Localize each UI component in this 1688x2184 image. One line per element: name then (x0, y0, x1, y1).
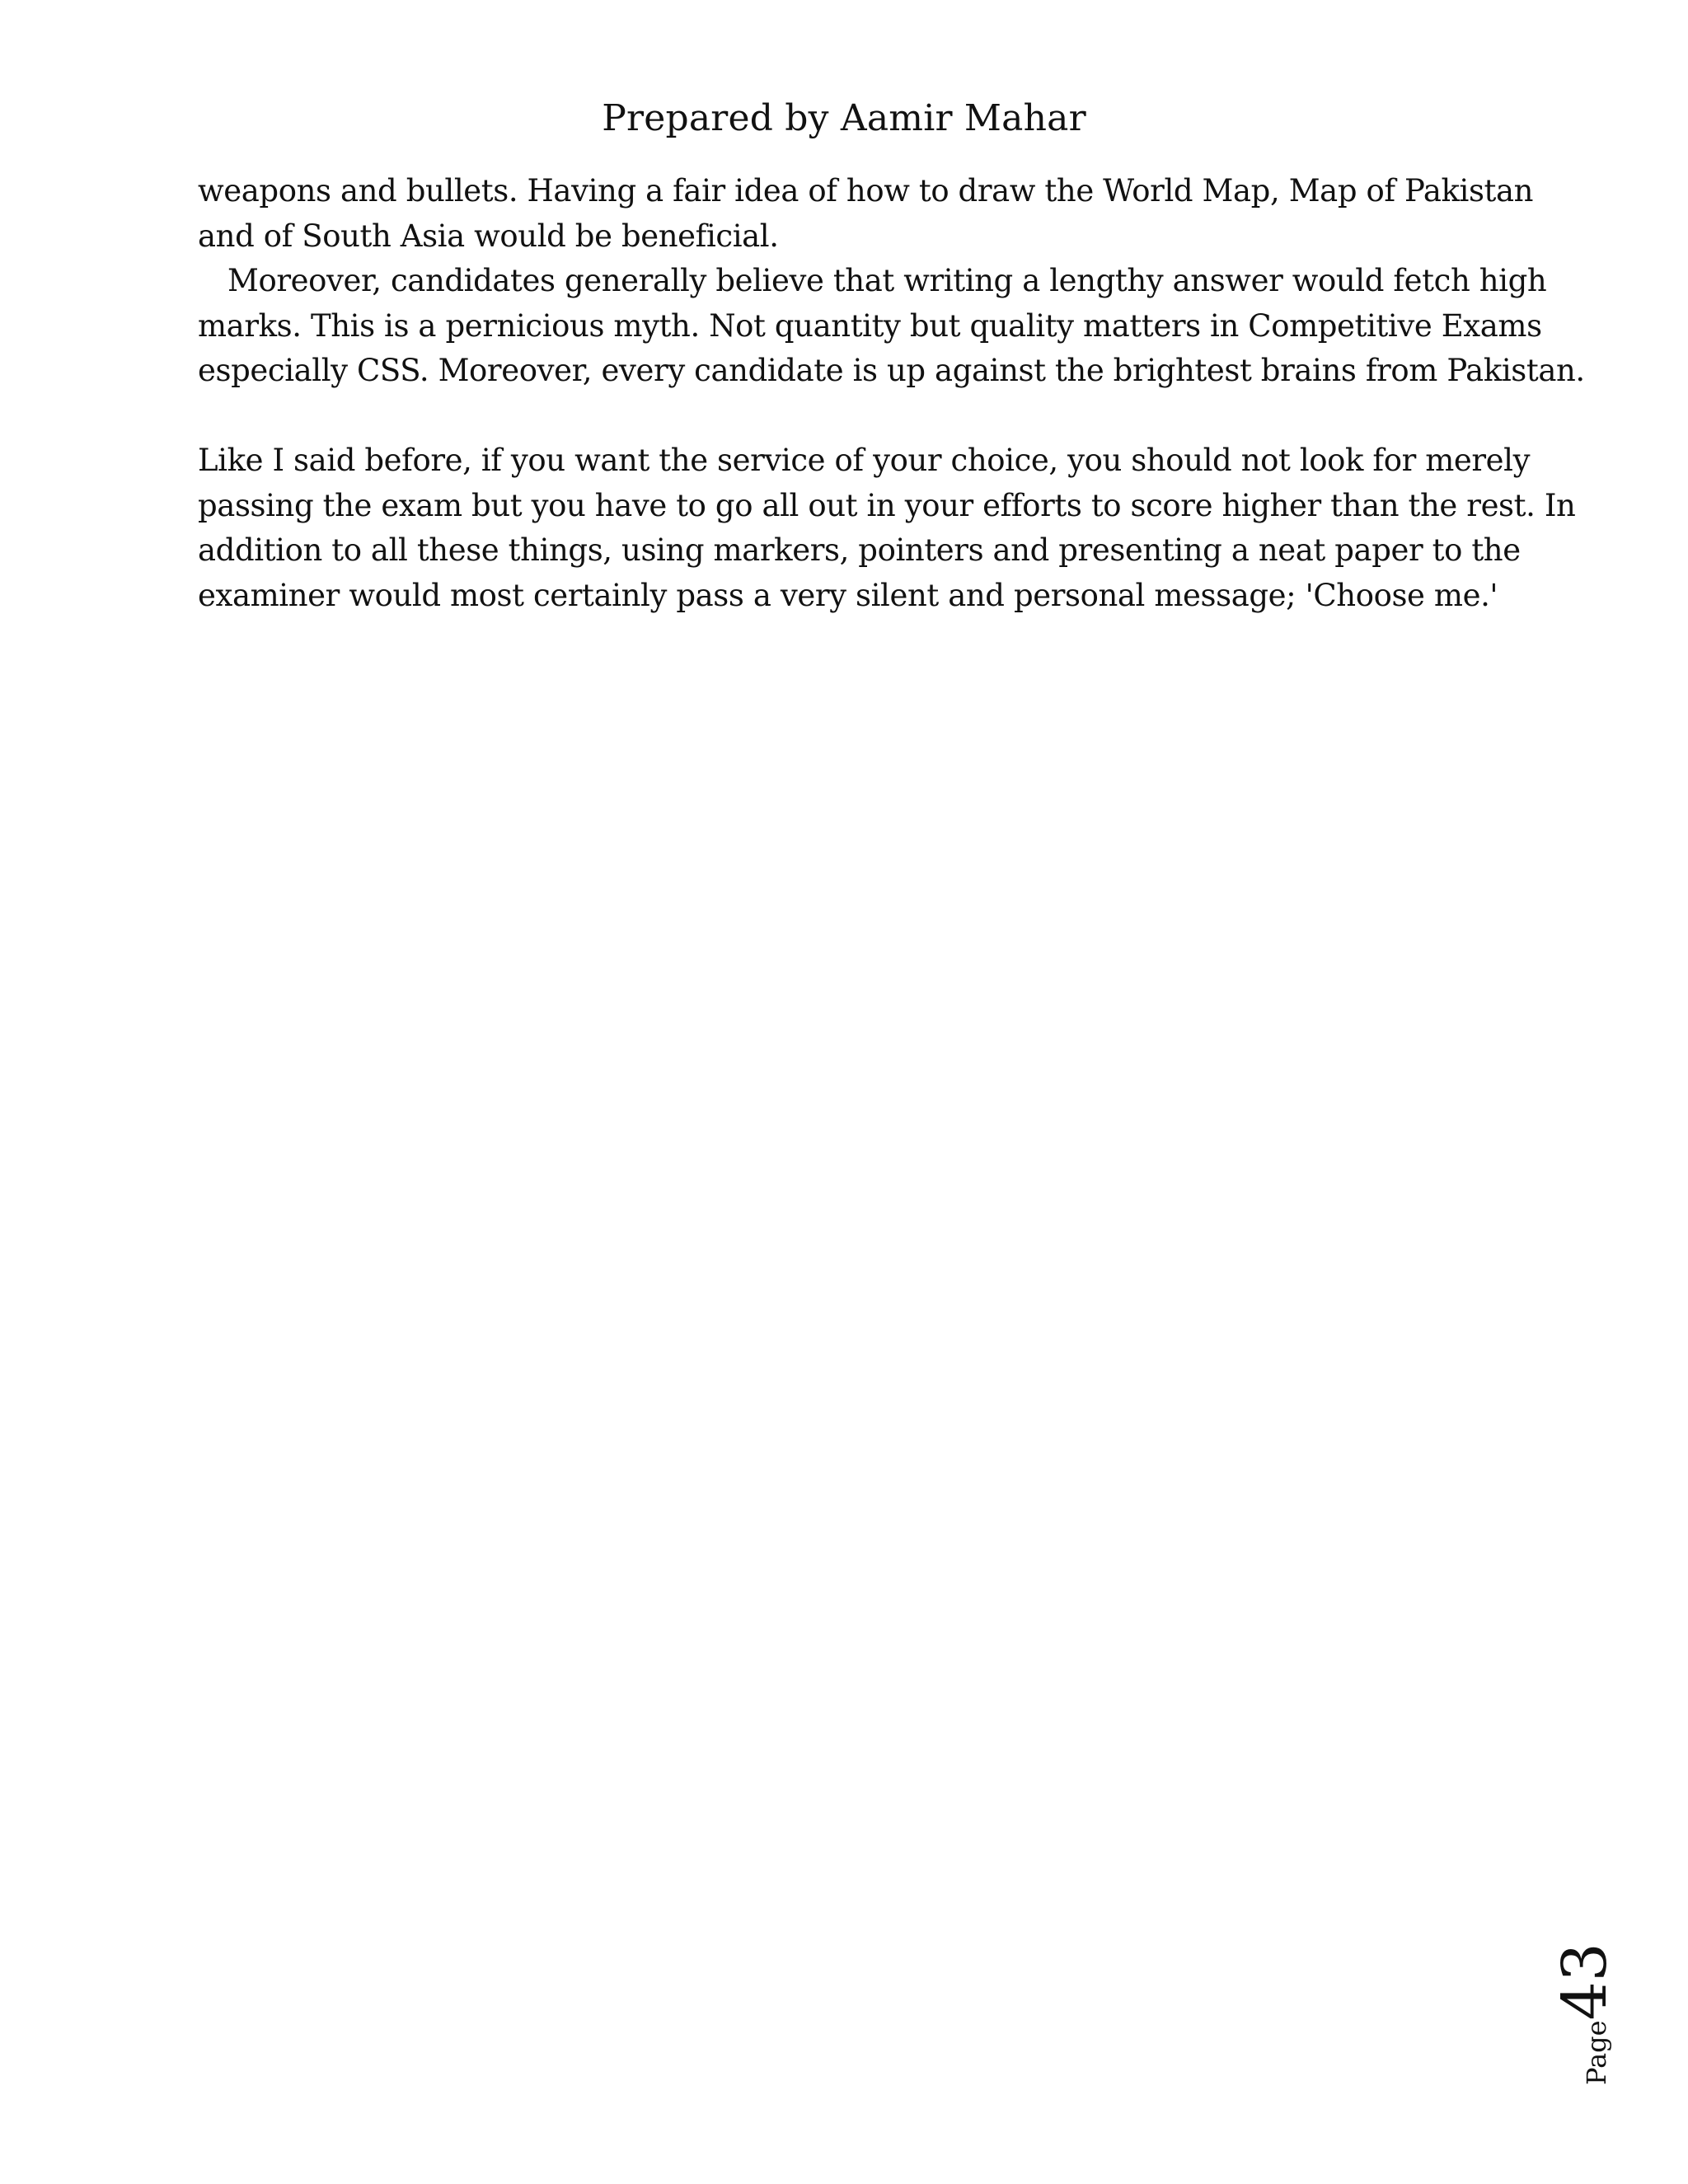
page-label: Page (1581, 2020, 1612, 2085)
text-line: marks. This is a pernicious myth. Not quantity but quality matters in Competitive Exams (198, 307, 1542, 344)
page-number-rotated (1550, 1943, 1620, 2085)
body-text (198, 169, 1585, 618)
text-line: passing the exam but you have to go all out in your efforts to score higher than the rest. In (198, 487, 1576, 523)
text-line: Moreover, candidates generally believe that writing a lengthy answer would fetch high (227, 263, 1547, 298)
page-header: Prepared by Aamir Mahar (602, 97, 1086, 139)
text-line: Like I said before, if you want the service of your choice, you should not look for merely (198, 443, 1531, 478)
text-line: examiner would most certainly pass a very silent and personal message; 'Choose me.' (198, 577, 1498, 613)
text-line: especially CSS. Moreover, every candidate is up against the brightest brains from Pakistan. (198, 353, 1585, 388)
paragraph-gap (198, 394, 1500, 439)
text-line: and of South Asia would be beneficial. (198, 218, 779, 254)
text-line: addition to all these things, using markers, pointers and presenting a neat paper to the (198, 532, 1521, 568)
text-line: weapons and bullets. Having a fair idea of how to draw the World Map, Map of Pakistan (198, 173, 1534, 209)
page-number (1550, 1945, 1624, 2085)
page-number-value: 43 (1550, 1943, 1620, 2021)
